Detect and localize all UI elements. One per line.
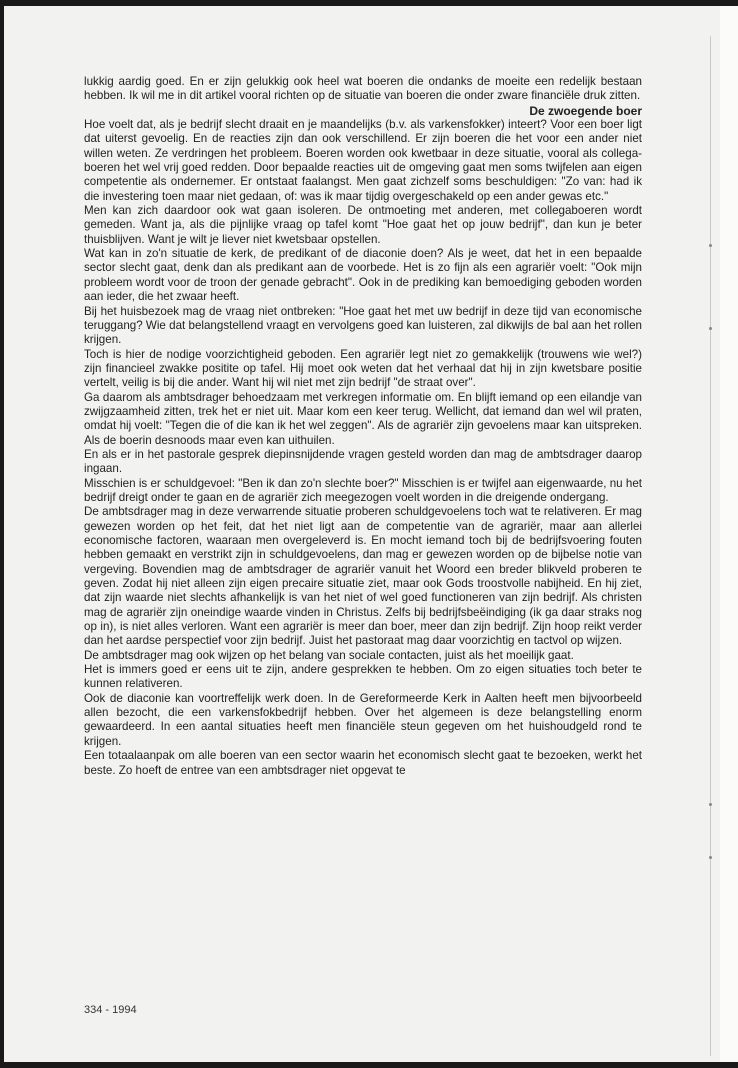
page-number: 334 - 1994 — [84, 1004, 137, 1016]
adjacent-page-edge — [720, 6, 738, 1062]
binder-hole-mark — [709, 803, 712, 806]
binder-hole-mark — [709, 244, 712, 247]
binder-hole-mark — [709, 327, 712, 330]
body-paragraph: Het is immers goed er eens uit te zijn, andere gesprekken te hebben. Om zo eigen situaties toch beter te kunnen relativeren. — [84, 663, 642, 691]
body-paragraph: En als er in het pastorale gesprek diepinsnijdende vragen gesteld worden dan mag de ambtsdrager daarop ingaan. — [84, 447, 642, 476]
section-heading: De zwoegende boer — [529, 103, 642, 118]
binder-hole-mark — [709, 856, 712, 859]
document-page — [4, 6, 720, 1062]
page-fold-line — [710, 36, 711, 1056]
body-paragraph: Misschien is er schuldgevoel: "Ben ik dan zo'n slechte boer?" Misschien is er twijfel aan eigenwaarde, nu het bedrijf dreigt onder te gaan en de agrariër zich meegezogen voelt worden in die dreigende ondergang. — [84, 476, 642, 504]
body-paragraph: Ook de diaconie kan voortreffelijk werk doen. In de Gereformeerde Kerk in Aalten heeft men bijvoorbeeld allen bezocht, die een varkensfokbedrijf hebben. Over het algemeen is deze belangstelling enorm gewaardeerd. In een aantal situaties heeft men financiële steun gegeven om het huishoudgeld rond te krijgen. — [84, 691, 642, 748]
body-paragraph: Bij het huisbezoek mag de vraag niet ontbreken: "Hoe gaat het met uw bedrijf in deze tijd van economische teruggang? Wie dat belangstellend vraagt en vervolgens goed kan luisteren, zal dikwijls de bal aan het rollen krijgen. — [84, 304, 642, 347]
body-paragraph: De ambtsdrager mag ook wijzen op het belang van sociale contacten, juist als het moeilijk gaat. — [84, 648, 574, 662]
body-paragraph: Hoe voelt dat, als je bedrijf slecht draait en je maandelijks (b.v. als varkensfokker) inteert? Voor een boer ligt dat uiterst gevoelig. En de reacties zijn dan ook verschillend. Er zijn boeren die het voor een ander niet willen weten. Ze verdringen het probleem. Boeren worden ook kwetbaar in deze situatie, vooral als collega-boeren het wel vrij goed redden. Door bepaalde reacties uit de omgeving gaat men soms twijfelen aan eigen competentie als ondernemer. Er ontstaat faalangst. Men gaat zichzelf soms beschuldigen: "Zo van: had ik die investering toen maar niet gedaan, of: was ik maar tijdig overgeschakeld op een ander gewas etc." — [84, 118, 642, 203]
body-paragraph: De ambtsdrager mag in deze verwarrende situatie proberen schuldgevoelens toch wat te relativeren. Er mag gewezen worden op het feit, dat het niet ligt aan de competentie van de agrariër, maar aan allerlei economische factoren, waaraan men overgeleverd is. En mocht iemand toch bij de bedrijfsvoering fouten hebben gemaakt en verstrikt zijn in schuldgevoelens, dan mag er gewezen worden op de bijbelse notie van vergeving. Bovendien mag de ambtsdrager de agrariër vanuit het Woord een breder blikveld proberen te geven. Zodat hij niet alleen zijn eigen precaire situatie ziet, maar ook Gods troostvolle nabijheid. En hij ziet, dat zijn waarde niet slechts afhankelijk is van het niet of wel goed functioneren van zijn bedrijf. Als christen mag de agrariër zijn oneindige waarde vinden in Christus. Zelfs bij bedrijfsbeëindiging (ik ga daar straks nog op in), is niet alles verloren. Want een agrariër is meer dan boer, meer dan zijn bedrijf. Zijn hoop reikt verder dan het aardse perspectief voor zijn bedrijf. Juist het pastoraat mag daar voorzichtig en tactvol op wijzen. — [84, 505, 642, 648]
body-paragraph: Wat kan in zo'n situatie de kerk, de predikant of de diaconie doen? Als je weet, dat het in een bepaalde sector slecht gaat, denk dan als predikant aan de voorbede. Het is zo fijn als een agrariër voelt: "Ook mijn probleem wordt voor de troon der genade gebracht". Ook in de prediking kan bemoediging geboden worden aan ieder, die het zwaar heeft. — [84, 247, 642, 304]
body-paragraph: Een totaalaanpak om alle boeren van een sector waarin het economisch slecht gaat te bezoeken, werkt het beste. Zo hoeft de entree van een ambtsdrager niet opgevat te — [84, 749, 642, 777]
article-body — [84, 75, 642, 778]
body-paragraph: Men kan zich daardoor ook wat gaan isoleren. De ontmoeting met anderen, met collegaboeren wordt gemeden. Want ja, als die pijnlijke vraag op tafel komt "Hoe gaat het op jouw bedrijf", dan kun je beter thuisblijven. Want je wilt je liever niet kwetsbaar opstellen. — [84, 204, 642, 246]
intro-paragraph: lukkig aardig goed. En er zijn gelukkig ook heel wat boeren die ondanks de moeite een redelijk bestaan hebben. Ik wil me in dit artikel vooral richten op de situatie van boeren die onder zware financiële druk zitten. — [84, 75, 642, 103]
body-paragraph: Ga daarom als ambtsdrager behoedzaam met verkregen informatie om. En blijft iemand op een eilandje van zwijgzaamheid zitten, trek het er niet uit. Maar kom een keer terug. Wellicht, dat iemand dan wel wil praten, omdat hij voelt: "Tegen die of die kan ik het wel zeggen". Als de agrariër zijn gevoelens maar kan uitspreken. Als de boerin desnoods maar even kan uithuilen. — [84, 390, 642, 447]
body-paragraph: Toch is hier de nodige voorzichtigheid geboden. Een agrariër legt niet zo gemakkelijk (trouwens wie wel?) zijn financieel zwakke positite op tafel. Hij moet ook weten dat het verhaal dat hij in zijn kwetsbare positie vertelt, veilig is bij die ander. Want hij wil niet met zijn bedrijf "de straat over". — [84, 347, 642, 390]
